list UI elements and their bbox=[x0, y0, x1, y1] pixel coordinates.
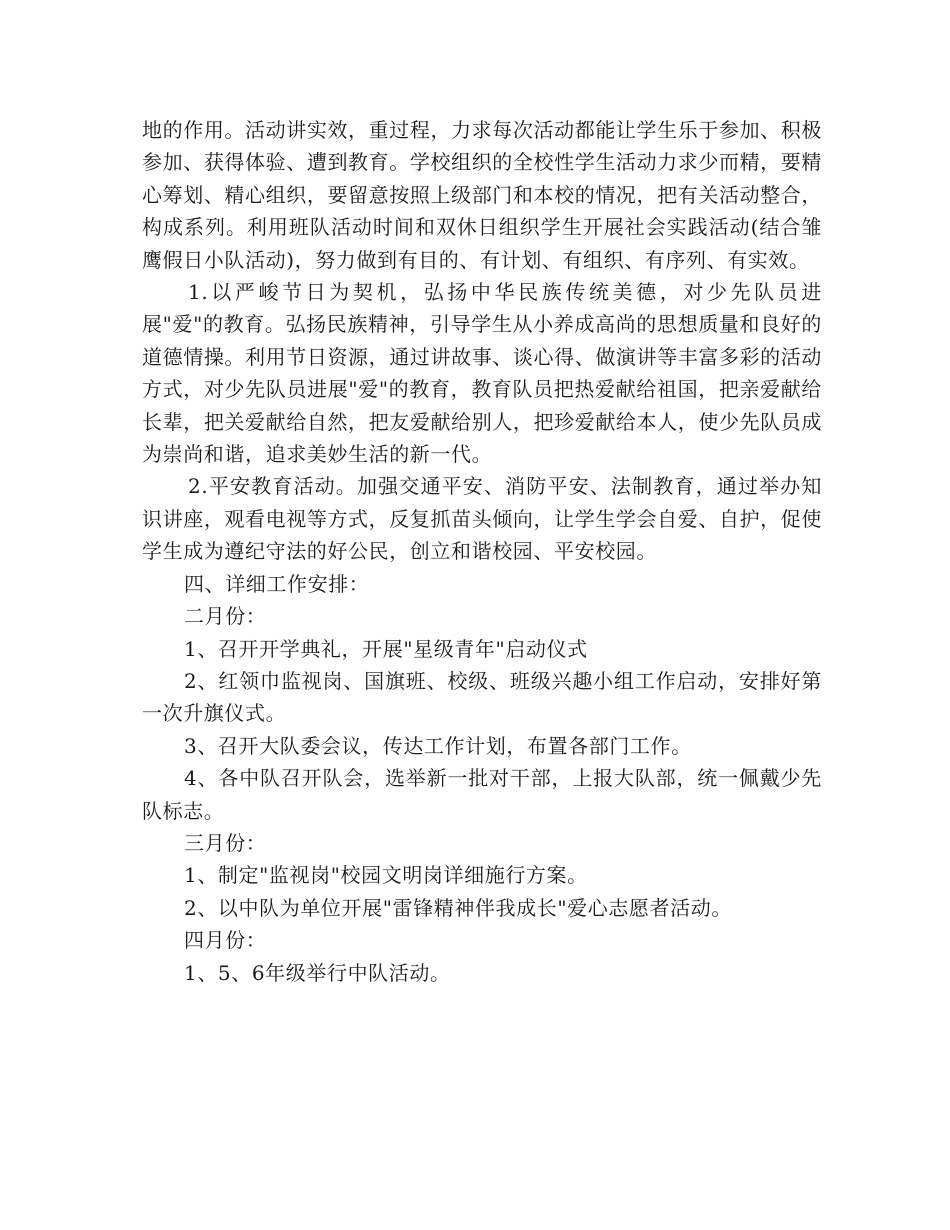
list-item-apr-1: 1、5、6年级举行中队活动。 bbox=[184, 960, 451, 985]
paragraph-activity-principles: 地的作用。活动讲实效，重过程，力求每次活动都能让学生乐于参加、积极参加、获得体验、遭到教育。学校组织的全校性学生活动力求少而精，要精心筹划、精心组织，要留意按照上级部门和本校的情况，把有关活动整合，构成系列。利用班队活动时间和双休日组织学生开展社会实践活动(结合雏鹰假日小队活动)，努力做到有目的、有计划、有组织、有序列、有实效。 bbox=[142, 118, 822, 272]
document-body bbox=[142, 114, 822, 989]
list-item-mar-1: 1、制定"监视岗"校园文明岗详细施行方案。 bbox=[184, 863, 588, 888]
paragraph-safety-education: 2.平安教育活动。加强交通平安、消防平安、法制教育，通过举办知识讲座，观看电视等方式，反复抓苗头倾向，让学生学会自爱、自护，促使学生成为遵纪守法的好公民，创立和谐校园、平安校园。 bbox=[142, 474, 822, 564]
list-item-feb-2: 2、红领巾监视岗、国旗班、校级、班级兴趣小组工作启动，安排好第一次升旗仪式。 bbox=[142, 668, 822, 726]
paragraph-festival-education: 1.以严峻节日为契机，弘扬中华民族传统美德，对少先队员进展"爱"的教育。弘扬民族精神，引导学生从小养成高尚的思想质量和良好的道德情操。利用节日资源，通过讲故事、谈心得、做演讲等丰富多彩的活动方式，对少先队员进展"爱"的教育，教育队员把热爱献给祖国，把亲爱献给长辈，把关爱献给自然，把友爱献给别人，把珍爱献给本人，使少先队员成为崇尚和谐，追求美妙生活的新一代。 bbox=[142, 280, 822, 467]
section-heading-work-schedule: 四、详细工作安排： bbox=[184, 571, 370, 596]
month-heading-february: 二月份： bbox=[184, 604, 267, 629]
month-heading-march: 三月份： bbox=[184, 830, 267, 855]
month-heading-april: 四月份： bbox=[184, 928, 267, 953]
list-item-feb-3: 3、召开大队委会议，传达工作计划，布置各部门工作。 bbox=[184, 733, 692, 758]
list-item-feb-4: 4、各中队召开队会，选举新一批对干部，上报大队部，统一佩戴少先队标志。 bbox=[142, 766, 822, 823]
list-item-mar-2: 2、以中队为单位开展"雷锋精神伴我成长"爱心志愿者活动。 bbox=[184, 895, 732, 920]
list-item-feb-1: 1、召开开学典礼，开展"星级青年"启动仪式 bbox=[184, 636, 588, 661]
